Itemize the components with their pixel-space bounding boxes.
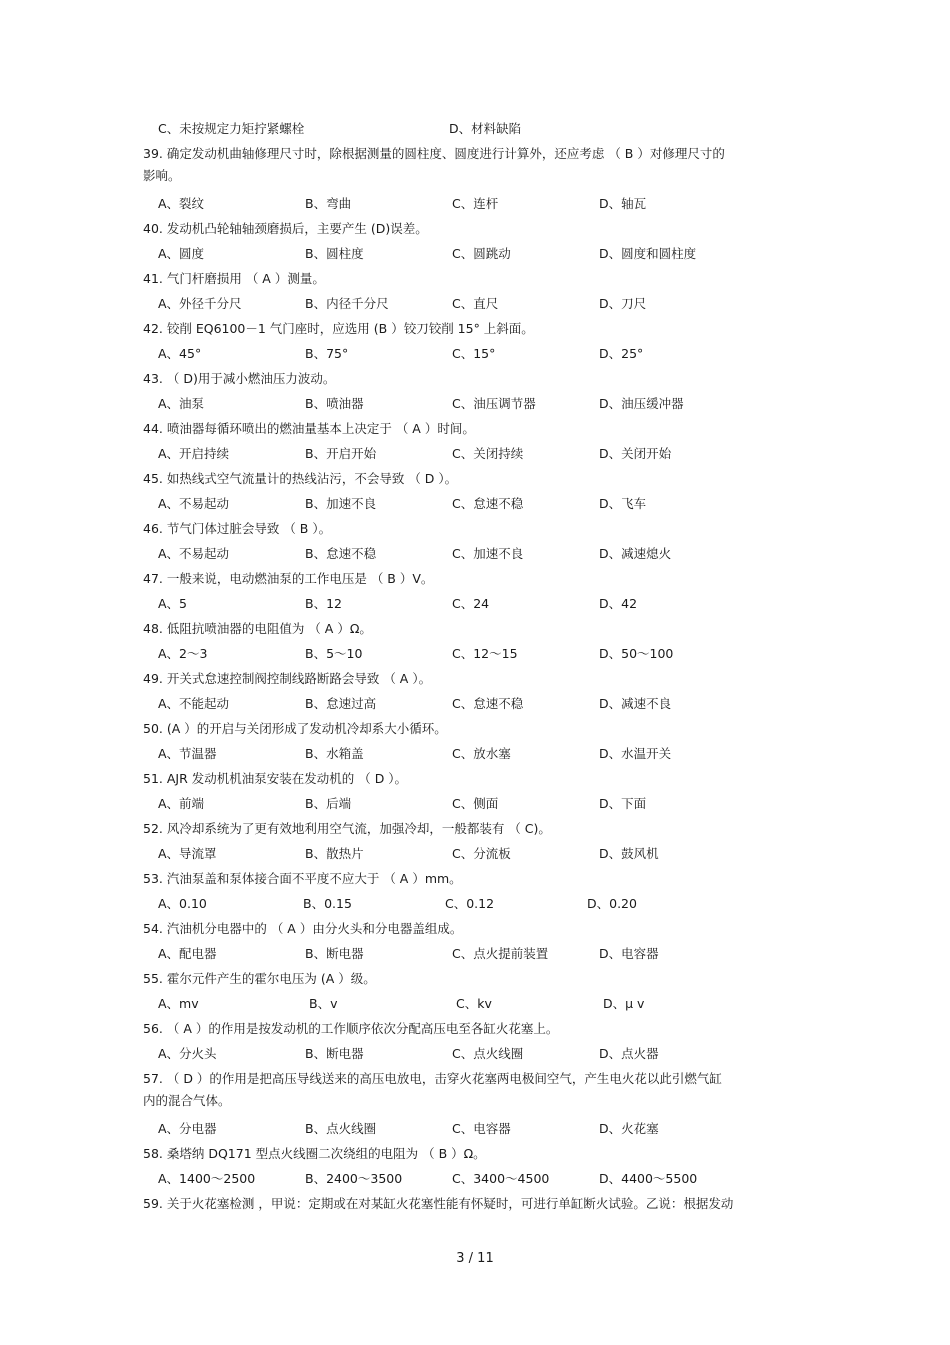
option-a: A、前端	[158, 796, 205, 811]
option-a: A、45°	[158, 346, 202, 361]
option-d: D、点火器	[599, 1046, 659, 1061]
option-a: A、1400～2500	[158, 1171, 256, 1186]
option-b: B、散热片	[305, 846, 364, 861]
option-a: A、5	[158, 596, 188, 611]
option-b: B、怠速不稳	[305, 546, 377, 561]
question-text: 43. （ D)用于减小燃油压力波动。	[143, 371, 336, 386]
option-c: C、kv	[456, 996, 492, 1011]
option-a: A、油泵	[158, 396, 205, 411]
question-text: 41. 气门杆磨损用 （ A ）测量。	[143, 271, 325, 286]
option-b: B、0.15	[303, 896, 352, 911]
question-text: 45. 如热线式空气流量计的热线沾污，不会导致 （ D ）。	[143, 471, 458, 486]
question-text: 44. 喷油器每循环喷出的燃油量基本上决定于 （ A ）时间。	[143, 421, 475, 436]
option-b: B、怠速过高	[305, 696, 377, 711]
option-b: B、内径千分尺	[305, 296, 389, 311]
option-b: B、后端	[305, 796, 352, 811]
option-d: D、水温开关	[599, 746, 672, 761]
option-c: C、点火提前装置	[452, 946, 549, 961]
option-d: D、油压缓冲器	[599, 396, 684, 411]
option-c: C、点火线圈	[452, 1046, 524, 1061]
option-d: D、42	[599, 596, 638, 611]
option-a: A、导流罩	[158, 846, 217, 861]
option-d: D、μ v	[603, 996, 645, 1011]
option-b: B、5～10	[305, 646, 363, 661]
option-a: A、不易起动	[158, 496, 230, 511]
option-d: D、鼓风机	[599, 846, 659, 861]
option-b: B、喷油器	[305, 396, 364, 411]
option-a: A、mv	[158, 996, 199, 1011]
question-text: 49. 开关式怠速控制阀控制线路断路会导致 （ A ）。	[143, 671, 432, 686]
option-b: B、圆柱度	[305, 246, 364, 261]
question-text: 59. 关于火花塞检测 ，甲说：定期或在对某缸火花塞性能有怀疑时，可进行单缸断火试验。乙说：根据发动	[143, 1196, 734, 1211]
option-c: C、24	[452, 596, 490, 611]
option-d: D、4400～5500	[599, 1171, 698, 1186]
question-text-continued: 影响。	[143, 168, 181, 183]
option-c: C、3400～4500	[452, 1171, 550, 1186]
question-text: 53. 汽油泵盖和泵体接合面不平度不应大于 （ A ）mm。	[143, 871, 462, 886]
question-text: 58. 桑塔纳 DQ171 型点火线圈二次绕组的电阻为 （ B ）Ω。	[143, 1146, 486, 1161]
option-c: C、怠速不稳	[452, 696, 524, 711]
option-c: C、电容器	[452, 1121, 511, 1136]
question-text: 55. 霍尔元件产生的霍尔电压为 (A ）级。	[143, 971, 376, 986]
option-d: D、减速不良	[599, 696, 672, 711]
option-d: D、关闭开始	[599, 446, 672, 461]
option-c: C、圆跳动	[452, 246, 511, 261]
option-b: B、断电器	[305, 1046, 364, 1061]
option-a: A、分电器	[158, 1121, 217, 1136]
option-c: C、加速不良	[452, 546, 524, 561]
option-d: D、圆度和圆柱度	[599, 246, 697, 261]
option-c: C、直尺	[452, 296, 499, 311]
question-text: 51. AJR 发动机机油泵安装在发动机的 （ D ）。	[143, 771, 408, 786]
option-b: B、2400～3500	[305, 1171, 403, 1186]
option-b: B、v	[309, 996, 338, 1011]
page-number: 3 / 11	[456, 1251, 494, 1266]
option-a: A、开启持续	[158, 446, 230, 461]
option-c: C、分流板	[452, 846, 511, 861]
option-a: A、不易起动	[158, 546, 230, 561]
question-text: 50. (A ）的开启与关闭形成了发动机冷却系大小循环。	[143, 721, 447, 736]
option-b: B、12	[305, 596, 342, 611]
option-d: D、50～100	[599, 646, 674, 661]
option-a: A、裂纹	[158, 196, 205, 211]
option-d: D、火花塞	[599, 1121, 659, 1136]
option-b: B、弯曲	[305, 196, 352, 211]
option-a: A、分火头	[158, 1046, 217, 1061]
option-a: A、0.10	[158, 896, 207, 911]
option-c: C、0.12	[445, 896, 495, 911]
question-text: 46. 节气门体过脏会导致 （ B ）。	[143, 521, 332, 536]
option-d: D、减速熄火	[599, 546, 672, 561]
option-d: D、材料缺陷	[449, 121, 522, 136]
option-c: C、连杆	[452, 196, 499, 211]
option-a: A、节温器	[158, 746, 217, 761]
question-text: 56. （ A ）的作用是按发动机的工作顺序依次分配高压电至各缸火花塞上。	[143, 1021, 559, 1036]
option-d: D、飞车	[599, 496, 647, 511]
option-c: C、未按规定力矩拧紧螺栓	[158, 121, 305, 136]
option-b: B、水箱盖	[305, 746, 364, 761]
option-c: C、15°	[452, 346, 496, 361]
question-text: 42. 铰削 EQ6100－1 气门座时，应选用 (B ）铰刀铰削 15° 上斜面。	[143, 321, 534, 336]
option-d: D、0.20	[587, 896, 637, 911]
option-b: B、点火线圈	[305, 1121, 377, 1136]
option-b: B、开启开始	[305, 446, 377, 461]
option-c: C、12～15	[452, 646, 518, 661]
option-a: A、配电器	[158, 946, 217, 961]
question-text: 57. （ D ）的作用是把高压导线送来的高压电放电，击穿火花塞两电极间空气，产生电火花以此引燃气缸	[143, 1071, 722, 1086]
question-text: 52. 风冷却系统为了更有效地利用空气流，加强冷却，一般都装有 （ C)。	[143, 821, 551, 836]
option-c: C、关闭持续	[452, 446, 524, 461]
question-text: 47. 一般来说，电动燃油泵的工作电压是 （ B ）V。	[143, 571, 434, 586]
option-a: A、外径千分尺	[158, 296, 242, 311]
option-d: D、下面	[599, 796, 647, 811]
option-d: D、25°	[599, 346, 644, 361]
option-c: C、油压调节器	[452, 396, 536, 411]
question-text-continued: 内的混合气体。	[143, 1093, 231, 1108]
option-b: B、断电器	[305, 946, 364, 961]
option-c: C、怠速不稳	[452, 496, 524, 511]
option-a: A、圆度	[158, 246, 205, 261]
question-text: 39. 确定发动机曲轴修理尺寸时，除根据测量的圆柱度、圆度进行计算外，还应考虑 （ B ）对修理尺寸的	[143, 146, 725, 161]
option-d: D、刀尺	[599, 296, 647, 311]
option-a: A、2～3	[158, 646, 208, 661]
option-d: D、电容器	[599, 946, 659, 961]
question-text: 48. 低阻抗喷油器的电阻值为 （ A ）Ω。	[143, 621, 372, 636]
option-b: B、75°	[305, 346, 349, 361]
option-c: C、放水塞	[452, 746, 511, 761]
option-a: A、不能起动	[158, 696, 230, 711]
option-b: B、加速不良	[305, 496, 377, 511]
option-c: C、侧面	[452, 796, 499, 811]
option-d: D、轴瓦	[599, 196, 647, 211]
question-text: 40. 发动机凸轮轴轴颈磨损后，主要产生 (D)误差。	[143, 221, 428, 236]
question-text: 54. 汽油机分电器中的 （ A ）由分火头和分电器盖组成。	[143, 921, 463, 936]
